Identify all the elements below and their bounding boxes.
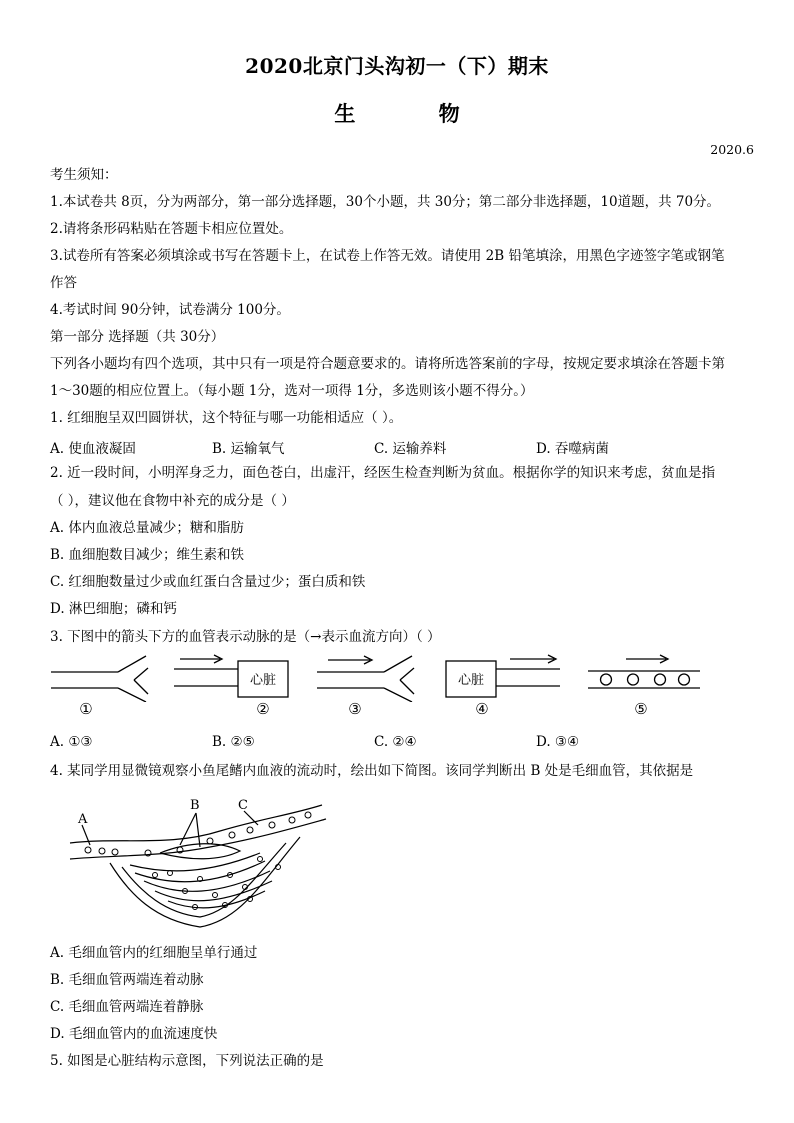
q2-option-d: D. 淋巴细胞；磷和钙 bbox=[50, 601, 177, 617]
subject-title: 生 物 bbox=[334, 101, 498, 126]
label-a: A bbox=[78, 812, 88, 827]
notice-item: 1.本试卷共 8页，分为两部分，第一部分选择题，30个小题，共 30分；第二部分非选择题，10道题，共 70分。 bbox=[50, 194, 721, 210]
vessel-figure-5 bbox=[586, 651, 704, 701]
label-b: B bbox=[190, 798, 200, 813]
notice-item: 2.请将条形码粘贴在答题卡相应位置处。 bbox=[50, 221, 293, 237]
q1-option-a: A. 使血液凝固 bbox=[50, 441, 136, 457]
q3-option-a: A. ①③ bbox=[50, 734, 93, 750]
q1-option-d: D. 吞噬病菌 bbox=[536, 441, 609, 457]
q3-stem: 3. 下图中的箭头下方的血管表示动脉的是（→表示血流方向）（ ） bbox=[50, 629, 441, 645]
notice-item: 3.试卷所有答案必须填涂或书写在答题卡上，在试卷上作答无效。请使用 2B 铅笔填涂，用黑色字迹签字笔或钢笔 bbox=[50, 248, 725, 264]
notice-item: 作答 bbox=[50, 275, 77, 291]
q2-option-c: C. 红细胞数量过少或血红蛋白含量过少；蛋白质和铁 bbox=[50, 574, 366, 590]
part1-heading: 第一部分 选择题（共 30分） bbox=[50, 329, 225, 345]
figure-number: ④ bbox=[475, 700, 489, 718]
q1-option-b: B. 运输氧气 bbox=[212, 441, 285, 457]
q2-option-a: A. 体内血液总量减少；糖和脂肪 bbox=[50, 520, 244, 536]
q4-option-b: B. 毛细血管两端连着动脉 bbox=[50, 972, 204, 988]
notice-item: 4.考试时间 90分钟，试卷满分 100分。 bbox=[50, 302, 290, 318]
q3-option-b: B. ②⑤ bbox=[212, 734, 255, 750]
vessel-figure-3 bbox=[314, 652, 416, 702]
q2-option-b: B. 血细胞数目减少；维生素和铁 bbox=[50, 547, 245, 563]
q3-option-d: D. ③④ bbox=[536, 734, 580, 750]
heart-label: 心脏 bbox=[249, 673, 277, 688]
figure-number: ① bbox=[79, 700, 93, 718]
q1-option-c: C. 运输养料 bbox=[374, 441, 447, 457]
q4-option-c: C. 毛细血管两端连着静脉 bbox=[50, 999, 204, 1015]
figure-number: ⑤ bbox=[634, 700, 648, 718]
blood-vessel-diagram bbox=[60, 795, 330, 935]
q2-stem: 2. 近一段时间，小明浑身乏力，面色苍白，出虚汗，经医生检查判断为贫血。根据你学的知识来考虑，贫血是指 bbox=[50, 465, 716, 481]
vessel-figure-1 bbox=[48, 652, 150, 702]
page-title: 2020北京门头沟初一（下）期末 bbox=[245, 54, 549, 78]
label-c: C bbox=[238, 798, 248, 813]
exam-date: 2020.6 bbox=[710, 142, 754, 157]
q5-stem: 5. 如图是心脏结构示意图，下列说法正确的是 bbox=[50, 1053, 324, 1069]
vessel-figure-4 bbox=[444, 651, 564, 701]
vessel-figure-2 bbox=[172, 651, 292, 701]
part1-instructions: 下列各小题均有四个选项，其中只有一项是符合题意要求的。请将所选答案前的字母，按规定要求填涂在答题卡第 bbox=[50, 356, 725, 372]
part1-instructions: 1～30题的相应位置上。（每小题 1分，选对一项得 1分，多选则该小题不得分。） bbox=[50, 383, 534, 399]
figure-number: ③ bbox=[348, 700, 362, 718]
q3-option-c: C. ②④ bbox=[374, 734, 417, 750]
q1-stem: 1. 红细胞呈双凹圆饼状，这个特征与哪一功能相适应（ ）。 bbox=[50, 410, 403, 426]
q4-option-d: D. 毛细血管内的血流速度快 bbox=[50, 1026, 218, 1042]
q2-stem: （ ），建议他在食物中补充的成分是（ ） bbox=[50, 493, 295, 509]
heart-label: 心脏 bbox=[457, 673, 485, 688]
figure-number: ② bbox=[256, 700, 270, 718]
q4-stem: 4. 某同学用显微镜观察小鱼尾鳍内血液的流动时，绘出如下简图。该同学判断出 B 处是毛细血管，其依据是 bbox=[50, 763, 694, 779]
q4-option-a: A. 毛细血管内的红细胞呈单行通过 bbox=[50, 945, 258, 961]
notice-heading: 考生须知： bbox=[50, 167, 118, 183]
